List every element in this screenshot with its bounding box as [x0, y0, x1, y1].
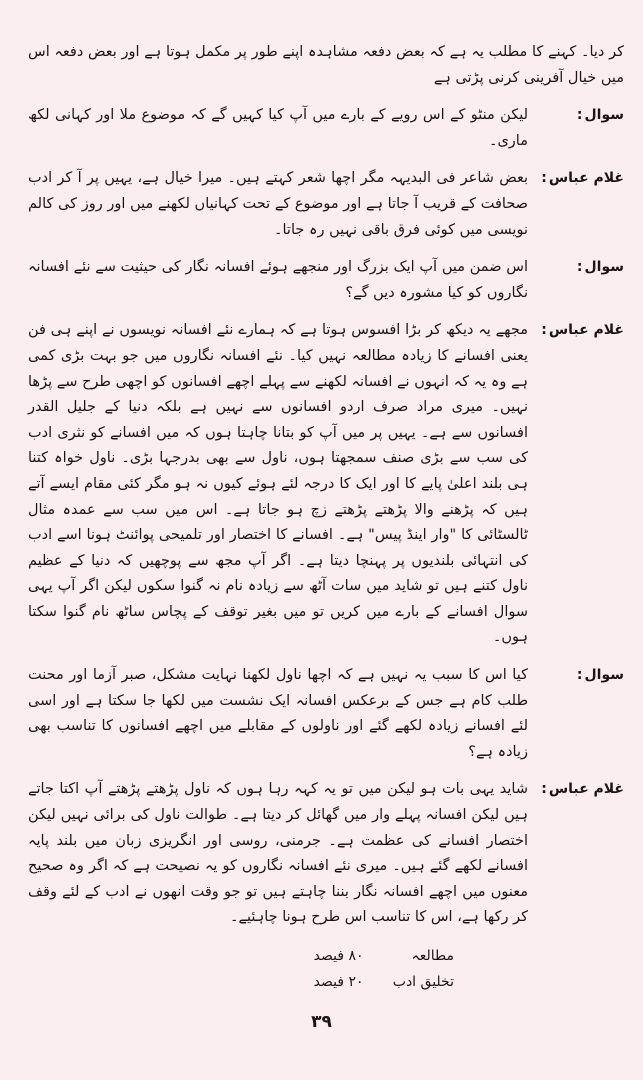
ratio-label: تخلیق ادب	[392, 974, 454, 990]
speaker-name: سوال	[584, 259, 624, 276]
qa-paragraph	[28, 103, 624, 154]
page-content	[28, 40, 624, 995]
speaker-label: غلام عباس:	[541, 322, 624, 339]
paragraph-text: مجھے یہ دیکھ کر بڑا افسوس ہوتا ہے کہ ہمارے نئے افسانہ نویسوں نے اپنے ہی فن یعنی افسانے کا زیادہ مطالعہ نہیں کیا۔ نئے افسانہ نگاروں میں جو بہت بڑی کمی ہے وہ یہ کہ انہوں نے افسانہ لکھنے سے پہلے اچھے افسانوں کو اچھی طرح سے پڑھا نہیں۔ میری مراد صرف اردو افسانوں سے نہیں ہے بلکہ دنیا کے جلیل القدر افسانوں سے ہے۔ یہیں پر میں آپ کو بتانا چاہتا ہوں کہ میں افسانے کو نثری ادب کی سب سے بڑی صنف سمجھتا ہوں، ناول سے بھی بدرجہا بڑی۔ ناول خواہ کتنا ہی بلند اعلیٰ پایے کا اور ایک کا درجہ لئے ہوئے کیوں نہ ہو مگر کئی مقام ایسے آتے ہیں کہ پڑھنے والا پڑھتے پڑھتے زچ ہو جاتا ہے۔ اس میں سب سے عمدہ مثال ٹالسٹائی کا "وار اینڈ پیس" ہے۔ افسانے کا اختصار اور تلمیحی پوائنٹ ہونا اسے ادب کی انتہائی بلندیوں پر پہنچا دیتا ہے۔ اگر آپ مجھ سے پوچھیں کہ دنیا کے عظیم ناول کتنے ہیں تو شاید میں سات آٹھ سے زیادہ نام نہ گنوا سکوں لیکن اگر آپ یہی سوال افسانے کے بارے میں کریں تو میں بغیر توقف کے پچاس ساٹھ نام گنوا سکتا ہوں۔	[28, 322, 528, 646]
speaker-name: سوال	[584, 107, 624, 124]
ratio-label: مطالعہ	[411, 948, 454, 964]
ratio-row	[28, 969, 454, 995]
speaker-label: غلام عباس:	[541, 781, 624, 798]
paragraph-continuation	[28, 40, 624, 91]
speaker-name: سوال	[584, 667, 624, 684]
speaker-name: غلام عباس	[548, 322, 624, 339]
paragraph-text: لیکن منٹو کے اس رویے کے بارے میں آپ کیا کہیں گے کہ موضوع ملا اور کہانی لکھ ماری۔	[28, 107, 528, 149]
qa-paragraph	[28, 663, 624, 765]
speaker-name: غلام عباس	[548, 170, 624, 187]
paragraph-text: اس ضمن میں آپ ایک بزرگ اور منجھے ہوئے افسانہ نگار کی حیثیت سے نئے افسانہ نگاروں کو کیا مشورہ دیں گے؟	[28, 259, 528, 301]
ratio-value: ۸۰ فیصد	[313, 948, 364, 964]
speaker-label: سوال:	[576, 667, 624, 684]
speaker-label: غلام عباس:	[541, 170, 624, 187]
page-number: ۳۹	[311, 1012, 332, 1032]
qa-paragraph	[28, 255, 624, 306]
qa-paragraph	[28, 318, 624, 651]
qa-paragraph	[28, 777, 624, 931]
ratio-value: ۲۰ فیصد	[313, 974, 364, 990]
ratio-row	[28, 943, 454, 969]
speaker-label: سوال:	[576, 107, 624, 124]
paragraph-text: کر دیا۔ کہنے کا مطلب یہ ہے کہ بعض دفعہ مشاہدہ اپنے طور پر مکمل ہوتا ہے اور بعض دفعہ اس میں خیال آفرینی کرنی پڑتی ہے	[28, 44, 624, 86]
paragraph-text: بعض شاعر فی البدیہہ مگر اچھا شعر کہتے ہیں۔ میرا خیال ہے، یہیں پر آ کر ادب صحافت کے قریب آ جاتا ہے اور موضوع کے تحت کہانیاں لکھنے میں اور روز کی کالم نویسی میں کوئی فرق باقی نہیں رہ جاتا۔	[28, 170, 528, 238]
paragraph-text: شاید یہی بات ہو لیکن میں تو یہ کہہ رہا ہوں کہ ناول پڑھتے پڑھتے آپ اکتا جاتے ہیں لیکن افسانہ پہلے وار میں گھائل کر دیتا ہے۔ طوالت ناول کی برائی نہیں لیکن اختصار افسانے کی عظمت ہے۔ جرمنی، روسی اور انگریزی زبان میں بلند پایہ افسانے لکھے گئے ہیں۔ میری نئے افسانہ نگاروں کو یہ نصیحت ہے کہ اگر وہ صحیح معنوں میں اچھے افسانہ نگار بننا چاہتے ہیں تو جو وقت انھوں نے ادب کے لئے وقف کر رکھا ہے، اس کا تناسب اس طرح ہونا چاہئیے۔	[28, 781, 528, 926]
paragraph-text: کیا اس کا سبب یہ نہیں ہے کہ اچھا ناول لکھنا نہایت مشکل، صبر آزما اور محنت طلب کام ہے جس کے برعکس افسانہ ایک نشست میں لکھا جا سکتا ہے اور اسی لئے افسانے زیادہ لکھے گئے اور ناولوں کے مقابلے میں اچھے افسانوں کا تناسب بھی زیادہ ہے؟	[28, 667, 528, 760]
speaker-name: غلام عباس	[548, 781, 624, 798]
speaker-label: سوال:	[576, 259, 624, 276]
qa-paragraph	[28, 166, 624, 243]
study-ratio-list	[28, 943, 454, 995]
